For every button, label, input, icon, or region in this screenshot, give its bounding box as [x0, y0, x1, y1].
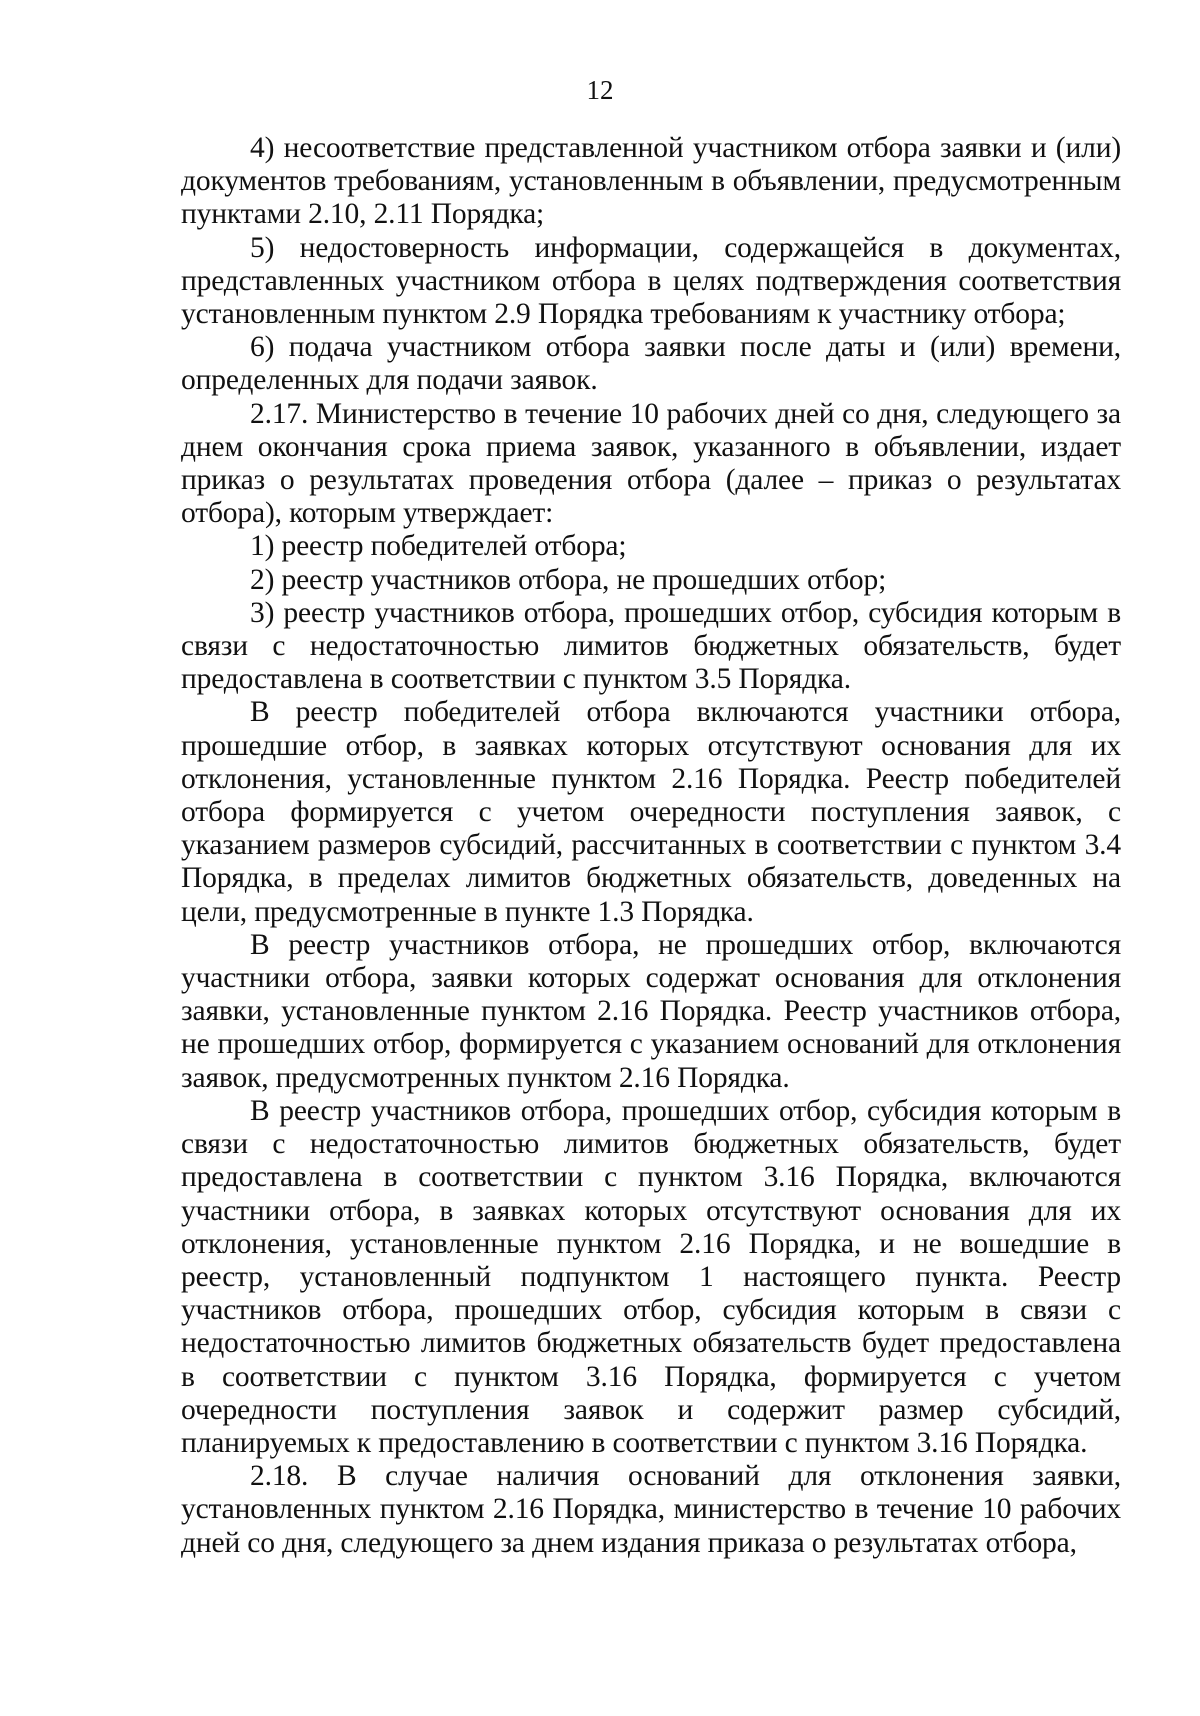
paragraph-registry-1: 1) реестр победителей отбора;: [250, 530, 627, 563]
paragraph-registry-2: 2) реестр участников отбора, не прошедших отбор;: [250, 563, 887, 596]
paragraph-deferred-registry: В реестр участников отбора, прошедших отбор, субсидия которым в связи с недостаточностью лимитов бюджетных обязательств, будет предоставлена в соответствии с пунктом 3.16 Порядка, включаются участники отбора, в заявках которых отсутствуют основания для их отклонения, установленные пунктом 2.16 Порядка, и не вошедшие в реестр, установленный подпунктом 1 настоящего пункта. Реестр участников отбора, прошедших отбор, субсидия которым в связи с недостаточностью лимитов бюджетных обязательств будет предоставлена в соответствии с пунктом 3.16 Порядка, формируется с учетом очередности поступления заявок и содержит размер субсидий, планируемых к предоставлению в соответствии с пунктом 3.16 Порядка.: [181, 1094, 1121, 1459]
page-number: 12: [586, 75, 614, 105]
paragraph-clause-2-17: 2.17. Министерство в течение 10 рабочих дней со дня, следующего за днем окончания срока приема заявок, указанного в объявлении, издает приказ о результатах проведения отбора (далее – приказ о результатах отбора), которым утверждает:: [181, 397, 1121, 530]
paragraph-item-6: 6) подача участником отбора заявки после даты и (или) времени, определенных для подачи заявок.: [181, 331, 1121, 397]
paragraph-winners-registry: В реестр победителей отбора включаются участники отбора, прошедшие отбор, в заявках которых отсутствуют основания для их отклонения, установленные пунктом 2.16 Порядка. Реестр победителей отбора формируется с учетом очередности поступления заявок, с указанием размеров субсидий, рассчитанных в соответствии с пунктом 3.4 Порядка, в пределах лимитов бюджетных обязательств, доведенных на цели, предусмотренные в пункте 1.3 Порядка.: [181, 696, 1121, 928]
paragraph-rejected-registry: В реестр участников отбора, не прошедших отбор, включаются участники отбора, заявки которых содержат основания для отклонения заявки, установленные пунктом 2.16 Порядка. Реестр участников отбора, не прошедших отбор, формируется с указанием оснований для отклонения заявок, предусмотренных пунктом 2.16 Порядка.: [181, 928, 1121, 1094]
paragraph-registry-3: 3) реестр участников отбора, прошедших отбор, субсидия которым в связи с недостаточностью лимитов бюджетных обязательств, будет предоставлена в соответствии с пунктом 3.5 Порядка.: [181, 596, 1121, 696]
paragraph-item-5: 5) недостоверность информации, содержащейся в документах, представленных участником отбора в целях подтверждения соответствия установленным пунктом 2.9 Порядка требованиям к участнику отбора;: [181, 231, 1121, 331]
document-body: [181, 132, 1121, 1560]
paragraph-clause-2-18: 2.18. В случае наличия оснований для отклонения заявки, установленных пунктом 2.16 Порядка, министерство в течение 10 рабочих дней со дня, следующего за днем издания приказа о результатах отбора,: [181, 1460, 1121, 1559]
paragraph-item-4: 4) несоответствие представленной участником отбора заявки и (или) документов требованиям, установленным в объявлении, предусмотренным пунктами 2.10, 2.11 Порядка;: [181, 132, 1121, 231]
